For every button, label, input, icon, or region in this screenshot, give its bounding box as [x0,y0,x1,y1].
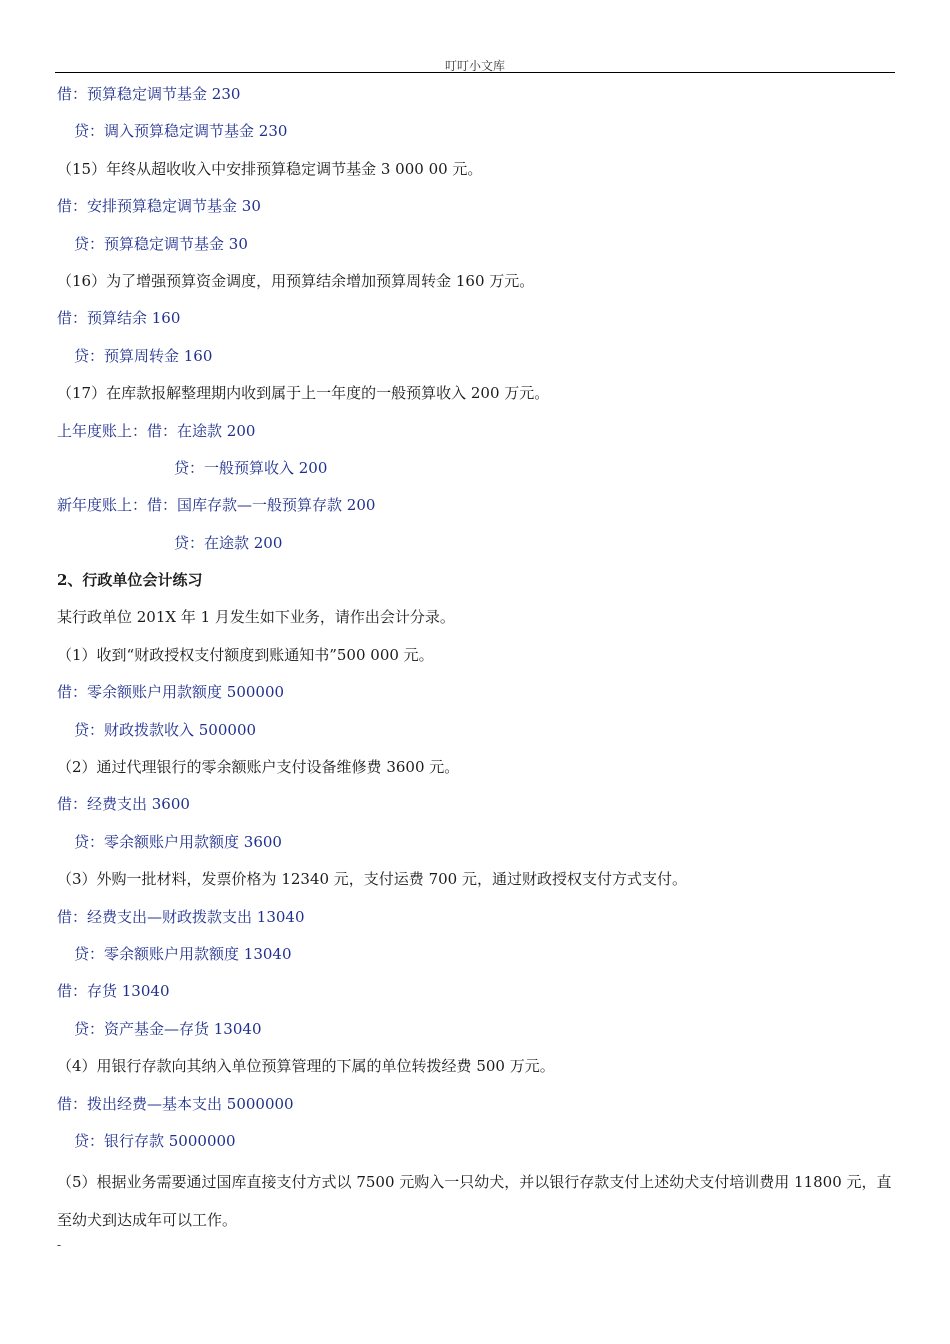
journal-entry-line: 借：零余额账户用款额度 500000 [57,683,285,702]
section-heading: 2、行政单位会计练习 [57,571,203,590]
journal-entry-line: 贷：银行存款 5000000 [74,1131,236,1150]
journal-entry-line: 借：预算结余 160 [57,309,181,328]
journal-entry-line: 贷：调入预算稳定调节基金 230 [74,122,288,141]
journal-entry-line: 贷：零余额账户用款额度 3600 [74,832,282,851]
question-line: （1）收到“财政授权支付额度到账通知书”500 000 元。 [57,645,434,664]
journal-entry-line: 借：经费支出—财政拨款支出 13040 [57,907,305,926]
journal-entry-line: 贷：一般预算收入 200 [174,458,328,477]
journal-entry-line: 新年度账上：借：国库存款—一般预算存款 200 [57,496,376,515]
journal-entry-line: 贷：资产基金—存货 13040 [74,1019,262,1038]
journal-entry-line: 贷：零余额账户用款额度 13040 [74,944,292,963]
question-line: （3）外购一批材料，发票价格为 12340 元，支付运费 700 元，通过财政授权支付方式支付。 [57,870,687,889]
question-line: （15）年终从超收收入中安排预算稳定调节基金 3 000 00 元。 [57,159,483,178]
question-line: （16）为了增强预算资金调度，用预算结余增加预算周转金 160 万元。 [57,271,535,290]
journal-entry-line: 借：安排预算稳定调节基金 30 [57,197,261,216]
journal-entry-line: 贷：预算稳定调节基金 30 [74,234,248,253]
journal-entry-line: 贷：预算周转金 160 [74,346,213,365]
journal-entry-line: 借：经费支出 3600 [57,795,190,814]
footer-mark: - [57,1238,62,1252]
journal-entry-line: 借：拨出经费—基本支出 5000000 [57,1094,294,1113]
journal-entry-line: 上年度账上：借：在途款 200 [57,421,256,440]
journal-entry-line: 借：存货 13040 [57,982,170,1001]
journal-entry-line: 贷：财政拨款收入 500000 [74,720,257,739]
header-rule [55,72,895,73]
question-line: （5）根据业务需要通过国库直接支付方式以 7500 元购入一只幼犬，并以银行存款支付上述幼犬支付培训费用 11800 元，直至幼犬到达成年可以工作。 [57,1173,892,1229]
question-line: （17）在库款报解整理期内收到属于上一年度的一般预算收入 200 万元。 [57,384,550,403]
page-header: 叮叮小文库 [444,59,505,73]
journal-entry-line: 借：预算稳定调节基金 230 [57,85,241,103]
document-body [57,80,897,1239]
question-line: （2）通过代理银行的零余额账户支付设备维修费 3600 元。 [57,758,460,777]
journal-entry-line: 贷：在途款 200 [174,533,283,552]
question-line: 某行政单位 201X 年 1 月发生如下业务，请作出会计分录。 [57,608,455,627]
question-line: （4）用银行存款向其纳入单位预算管理的下属的单位转拨经费 500 万元。 [57,1057,555,1076]
